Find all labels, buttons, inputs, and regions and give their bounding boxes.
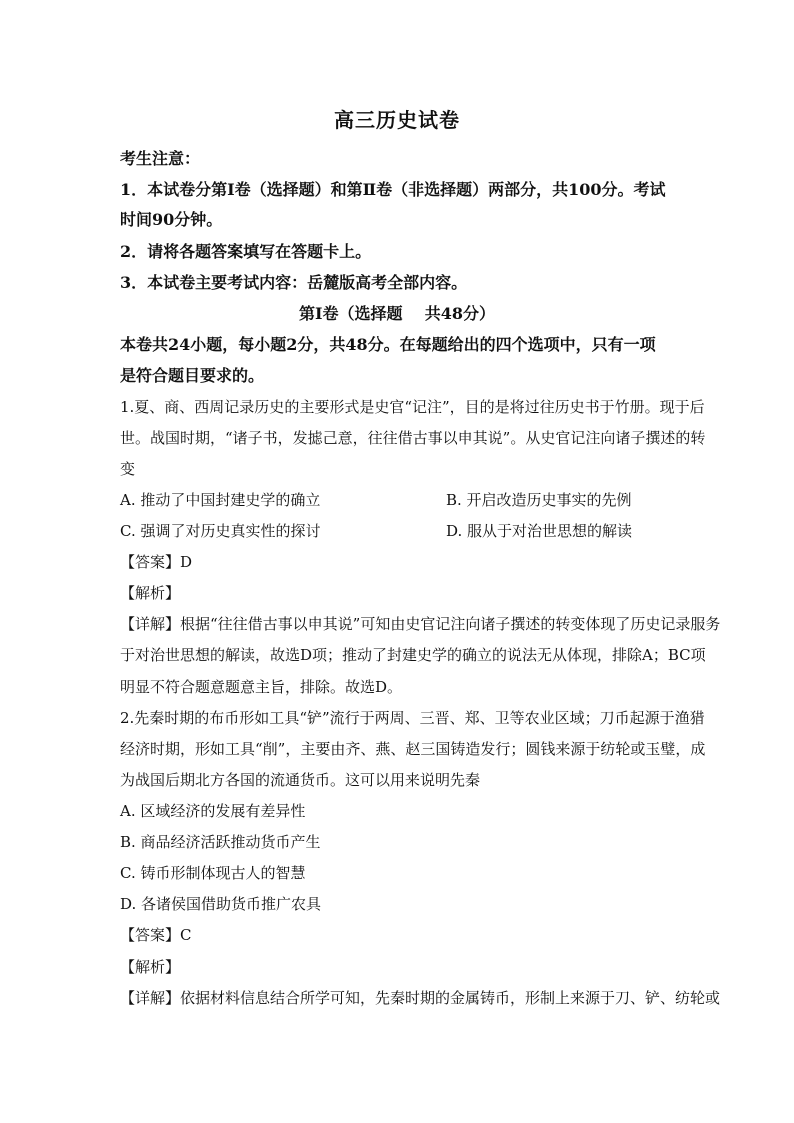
q2-stem: 2.先秦时期的布币形如工具“铲”流行于两周、三晋、郑、卫等农业区域；刀币起源于渔猎 [120, 709, 705, 727]
q1-option-d: D. 服从于对治世思想的解读 [446, 522, 633, 540]
notice-item-1: 1．本试卷分第Ⅰ卷（选择题）和第Ⅱ卷（非选择题）两部分，共100分。考试 [120, 180, 666, 199]
notice-item-3: 3．本试卷主要考试内容：岳麓版高考全部内容。 [120, 273, 468, 292]
q2-analysis-label: 【解析】 [120, 958, 181, 976]
q2-detail: 【详解】依据材料信息结合所学可知，先秦时期的金属铸币，形制上来源于刀、铲、纺轮或 [120, 989, 721, 1007]
q2-option-b: B. 商品经济活跃推动货币产生 [120, 833, 321, 851]
notice-heading: 考生注意： [120, 149, 201, 168]
page-title: 高三历史试卷 [334, 108, 460, 132]
q1-answer: 【答案】D [120, 553, 193, 571]
section-intro-cont: 是符合题目要求的。 [120, 366, 265, 385]
q1-stem-cont: 世。战国时期，“诸子书，发摅己意，往往借古事以申其说”。从史官记注向诸子撰述的转 [120, 429, 706, 447]
q1-detail-cont: 于对治世思想的解读，故选D项；推动了封建史学的确立的说法无从体现，排除A；BC项 [120, 646, 706, 664]
q1-analysis-label: 【解析】 [120, 584, 181, 602]
q2-stem-end: 为战国后期北方各国的流通货币。这可以用来说明先秦 [120, 771, 481, 789]
notice-item-2: 2．请将各题答案填写在答题卡上。 [120, 242, 372, 261]
section-intro: 本卷共24小题，每小题2分，共48分。在每题给出的四个选项中，只有一项 [120, 335, 656, 354]
q1-option-c: C. 强调了对历史真实性的探讨 [120, 522, 321, 540]
q1-option-a: A. 推动了中国封建史学的确立 [120, 491, 321, 509]
q2-option-a: A. 区域经济的发展有差异性 [120, 802, 306, 820]
q1-detail: 【详解】根据“往往借古事以申其说”可知由史官记注向诸子撰述的转变体现了历史记录服务 [120, 615, 721, 633]
q2-stem-cont: 经济时期，形如工具“削”，主要由齐、燕、赵三国铸造发行；圆钱来源于纺轮或玉璧，成 [120, 740, 706, 758]
notice-item-1-cont: 时间90分钟。 [120, 210, 223, 229]
q1-detail-end: 明显不符合题意题意主旨，排除。故选D。 [120, 678, 403, 696]
q2-option-c: C. 铸币形制体现古人的智慧 [120, 864, 306, 882]
q1-stem: 1.夏、商、西周记录历史的主要形式是史官“记注”，目的是将过往历史书于竹册。现于后 [120, 398, 705, 416]
section-heading: 第Ⅰ卷（选择题 共48分） [298, 304, 496, 323]
q2-answer: 【答案】C [120, 926, 192, 944]
q1-option-b: B. 开启改造历史事实的先例 [446, 491, 632, 509]
q2-option-d: D. 各诸侯国借助货币推广农具 [120, 895, 322, 913]
q1-stem-end: 变 [120, 460, 136, 478]
